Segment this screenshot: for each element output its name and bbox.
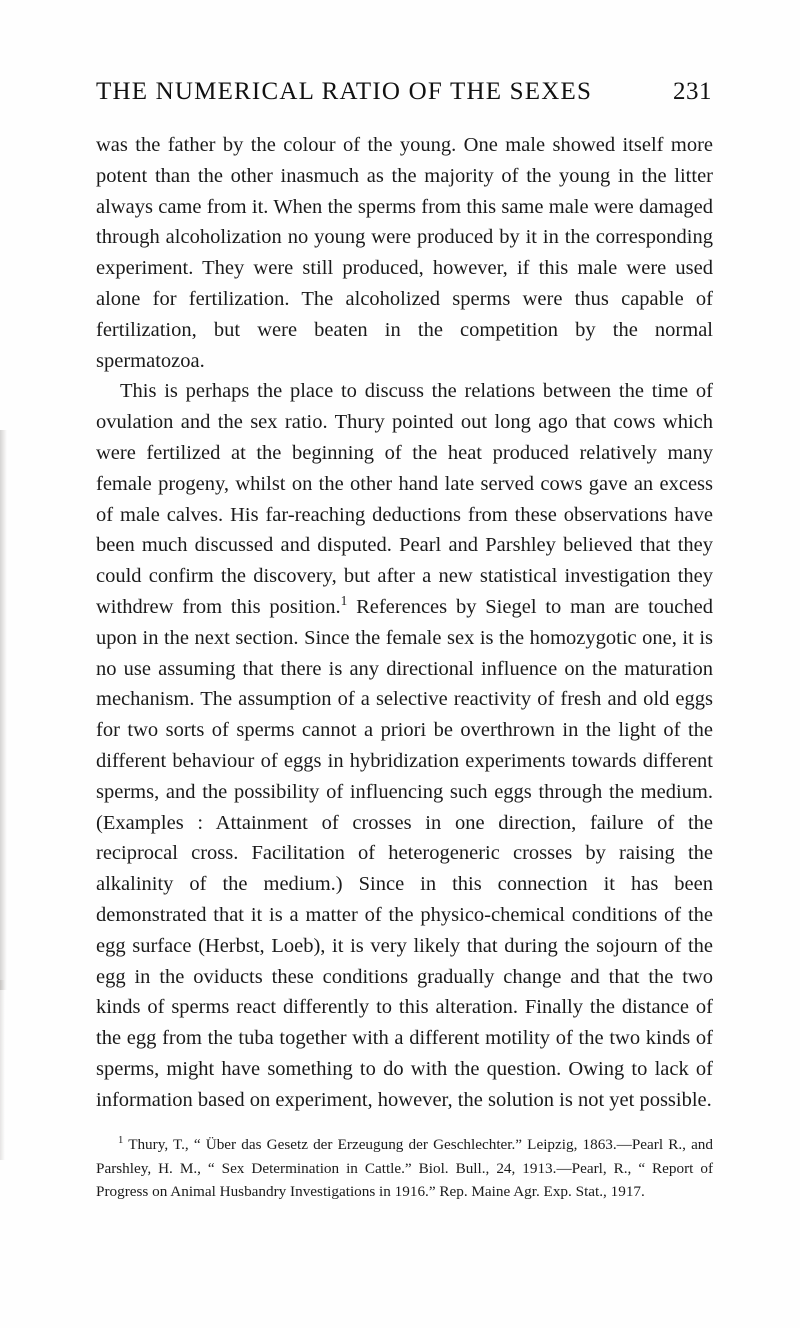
paragraph-1: was the father by the colour of the young. One male showed itself more potent than the other inasmuch as the majority of the young in the litter always came from it. When the sperms from this same male were damaged through alcoholization no young were produced by it in the corresponding experiment. They were still produced, however, if this male were used alone for fertilization. The alcoholized sperms were thus capable of fertilization, but were beaten in the competition by the normal spermatozoa.	[96, 134, 713, 372]
body-text	[96, 130, 713, 1116]
page-edge-shadow-secondary	[0, 980, 5, 1160]
footnote-1	[96, 1133, 713, 1204]
page-number: 231	[673, 78, 712, 105]
running-head	[96, 78, 712, 106]
paragraph-2-segment-a: This is perhaps the place to discuss the relations between the time of ovulation and the sex ratio. Thury pointed out long ago that cows which were fertilized at the beginning of the heat produced relatively many female progeny, whilst on the other hand late served cows gave an excess of male calves. His far-reaching deductions from these observations have been much discussed and disputed. Pearl and Parshley believed that they could confirm the discovery, but after a new statistical investigation they withdrew from this position.	[96, 380, 713, 618]
paragraph-2-segment-b: References by Siegel to man are touched upon in the next section. Since the female sex is the homozygotic one, it is no use assuming that there is any directional influence on the maturation mechanism. The assumption of a selective reactivity of fresh and old eggs for two sorts of sperms cannot a priori be overthrown in the light of the different behaviour of eggs in hybridization experiments towards different sperms, and the possibility of influencing such eggs through the medium. (Examples : Attainment of crosses in one direction, failure of the reciprocal cross. Facilitation of heterogeneric crosses by raising the alkalinity of the medium.) Since in this connection it has been demonstrated that it is a matter of the physico-chemical conditions of the egg surface (Herbst, Loeb), it is very likely that during the sojourn of the egg in the oviducts these conditions gradually change and that the two kinds of sperms react differently to this alteration. Finally the distance of the egg from the tuba together with a different motility of the two kinds of sperms, might have something to do with the question. Owing to lack of information based on experiment, however, the solution is not yet possible.	[96, 595, 714, 1111]
footnote-text: Thury, T., “ Über das Gesetz der Erzeugung der Geschlechter.” Leipzig, 1863.—Pearl R., and Parshley, H. M., “ Sex Determination in Cattle.” Biol. Bull., 24, 1913.—Pearl, R., “ Report of Progress on Animal Husbandry Investigations in 1916.” Rep. Maine Agr. Exp. Stat., 1917.	[96, 1136, 713, 1200]
footnote-marker: 1	[118, 1134, 124, 1146]
footnote-block	[96, 1133, 713, 1204]
page-title: THE NUMERICAL RATIO OF THE SEXES	[96, 78, 593, 105]
page-edge-shadow	[0, 430, 7, 990]
paragraph-2	[96, 376, 713, 1115]
footnote-reference-marker: 1	[340, 593, 348, 609]
